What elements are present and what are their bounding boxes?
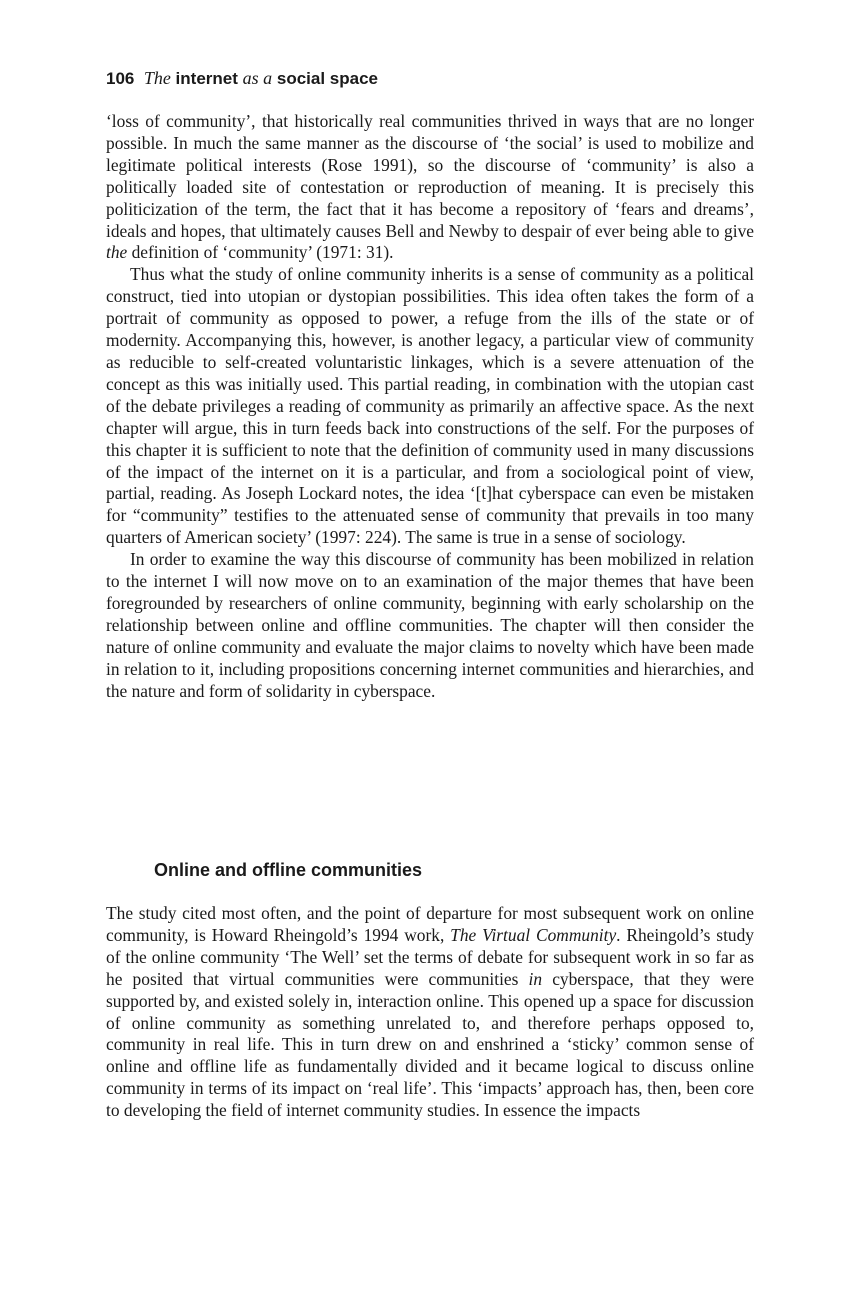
- paragraph: [106, 903, 754, 1122]
- running-head-italic-as-a: as a: [242, 68, 273, 88]
- body-text-block: [106, 111, 754, 702]
- paragraph-continued: [106, 111, 754, 264]
- running-head-social-space: social space: [272, 69, 378, 88]
- paragraph-text: cyberspace, that they were supported by, and existed solely in, interaction online. This opened up a space for discussion of online community as something unrelated to, and therefore perhaps opposed to, community in real life. This in turn drew on and enshrined a ‘sticky’ common sense of online and offline life as fundamentally divided and it became logical to discuss online community in terms of its impact on ‘real life’. This ‘impacts’ approach has, then, been core to developing the field of internet community studies. In essence the impacts: [106, 968, 754, 1121]
- section-body-text: [106, 903, 754, 1122]
- running-head-italic-the: The: [143, 68, 171, 88]
- emphasis-in: in: [528, 968, 543, 989]
- running-head: [106, 68, 378, 89]
- paragraph-text: ‘loss of community’, that historically real communities thrived in ways that are no longer possible. In much the same manner as the discourse of ‘the social’ is used to mobilize and legitimate political interests (Rose 1991), so the discourse of ‘community’ is also a politically loaded site of contestation or reproduction of meaning. It is precisely this politicization of the term, the fact that it has become a repository of ‘fears and dreams’, ideals and hopes, that ultimately causes Bell and Newby to despair of ever being able to give: [106, 111, 754, 241]
- paragraph: In order to examine the way this discourse of community has been mobilized in relation to the internet I will now move on to an examination of the major themes that have been foregrounded by researchers of online community, beginning with early scholarship on the relationship between online and offline communities. The chapter will then consider the nature of online community and evaluate the major claims to novelty which have been made in relation to it, including propositions concerning internet communities and hierarchies, and the nature and form of solidarity in cyberspace.: [106, 549, 754, 701]
- section-heading: Online and offline communities: [154, 860, 423, 880]
- page-number: 106: [106, 69, 135, 88]
- book-title-the-virtual-community: The Virtual Community: [450, 924, 617, 945]
- paragraph-text: The study cited most often, and the point of departure for most subsequent work on online community, is Howard Rheingold’s 1994 work,: [106, 903, 754, 945]
- running-head-internet: internet: [170, 69, 243, 88]
- paragraph-text: definition of ‘community’ (1971: 31).: [127, 242, 394, 263]
- emphasis-the: the: [106, 242, 128, 263]
- paragraph-text: . Rheingold’s study of the online community ‘The Well’ set the terms of debate for subsequent work in so far as he posited that virtual communities were communities: [106, 924, 754, 989]
- paragraph: Thus what the study of online community inherits is a sense of community as a political construct, tied into utopian or dystopian possibilities. This idea often takes the form of a portrait of community as opposed to power, a refuge from the ills of the state or of modernity. Accompanying this, however, is another legacy, a particular view of community as reducible to self-created voluntaristic linkages, which is a severe attenuation of the concept as this was initially used. This partial reading, in combination with the utopian cast of the debate privileges a reading of community as primarily an affective space. As the next chapter will argue, this in turn feeds back into constructions of the self. For the purposes of this chapter it is sufficient to note that the definition of community used in many discussions of the impact of the internet on it is a particular, and from a sociological point of view, partial, reading. As Joseph Lockard notes, the idea ‘[t]hat cyberspace can even be mistaken for “community” testifies to the attenuated sense of community that prevails in too many quarters of American society’ (1997: 224). The same is true in a sense of sociology.: [106, 264, 754, 548]
